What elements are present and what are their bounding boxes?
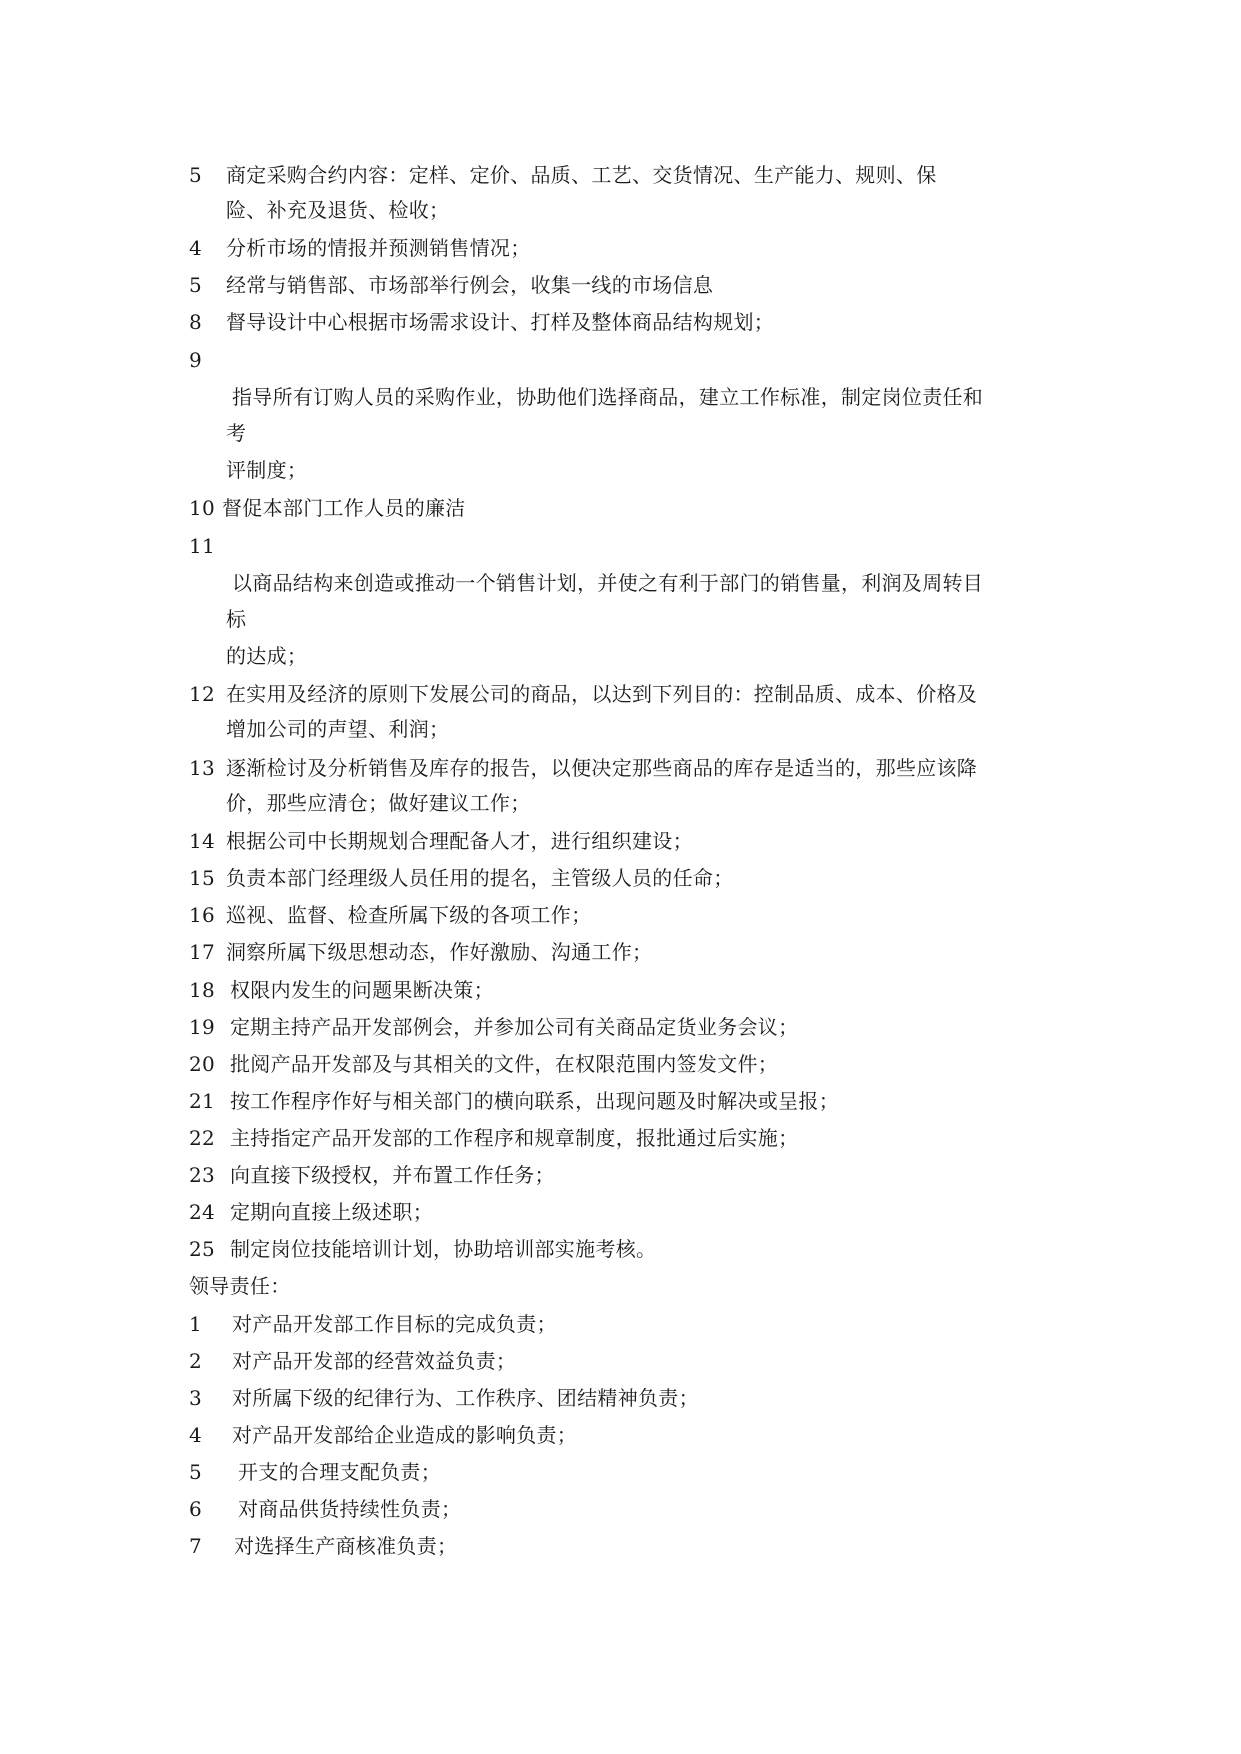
item-text: 对所属下级的纪律行为、工作秩序、团结精神负责； <box>232 1386 699 1410</box>
item-number: 4 <box>189 236 203 260</box>
item-text: 定期向直接上级述职； <box>230 1200 433 1224</box>
item-text: 负责本部门经理级人员任用的提名，主管级人员的任命； <box>226 866 734 890</box>
item-number: 16 <box>189 903 216 927</box>
item-number: 17 <box>189 940 216 964</box>
item-number: 5 <box>189 1460 203 1484</box>
item-number: 12 <box>189 682 216 706</box>
item-text: 增加公司的声望、利润； <box>226 717 450 741</box>
item-text: 对商品供货持续性负责； <box>238 1497 462 1521</box>
item-text: 根据公司中长期规划合理配备人才，进行组织建设； <box>226 829 693 853</box>
item-number: 3 <box>189 1386 203 1410</box>
item-number: 7 <box>189 1534 203 1558</box>
item-number: 10 <box>189 496 216 520</box>
item-text: 主持指定产品开发部的工作程序和规章制度，报批通过后实施； <box>230 1126 799 1150</box>
item-text: 批阅产品开发部及与其相关的文件，在权限范围内签发文件； <box>230 1052 779 1076</box>
item-text: 以商品结构来创造或推动一个销售计划，并使之有利于部门的销售量，利润及周转目 <box>232 571 984 595</box>
item-number: 13 <box>189 756 216 780</box>
item-text: 考 <box>226 421 247 445</box>
item-number: 14 <box>189 829 216 853</box>
item-text: 商定采购合约内容：定样、定价、品质、工艺、交货情况、生产能力、规则、保 <box>226 163 937 187</box>
item-text: 按工作程序作好与相关部门的横向联系，出现问题及时解决或呈报； <box>230 1089 839 1113</box>
item-number: 6 <box>189 1497 203 1521</box>
item-number: 22 <box>189 1126 216 1150</box>
item-text: 指导所有订购人员的采购作业，协助他们选择商品，建立工作标准，制定岗位责任和 <box>232 385 984 409</box>
item-text: 洞察所属下级思想动态，作好激励、沟通工作； <box>226 940 653 964</box>
item-text: 标 <box>226 607 247 631</box>
item-number: 11 <box>189 534 216 558</box>
item-number: 15 <box>189 866 216 890</box>
item-text: 在实用及经济的原则下发展公司的商品，以达到下列目的：控制品质、成本、价格及 <box>226 682 978 706</box>
item-text: 对产品开发部工作目标的完成负责； <box>232 1312 557 1336</box>
item-text: 制定岗位技能培训计划，协助培训部实施考核。 <box>230 1237 657 1261</box>
item-text: 对产品开发部给企业造成的影响负责； <box>232 1423 578 1447</box>
item-number: 18 <box>189 978 216 1002</box>
item-number: 23 <box>189 1163 216 1187</box>
item-text: 分析市场的情报并预测销售情况； <box>226 236 531 260</box>
item-text: 对产品开发部的经营效益负责； <box>232 1349 517 1373</box>
item-number: 2 <box>189 1349 203 1373</box>
item-text: 对选择生产商核准负责； <box>234 1534 458 1558</box>
item-number: 5 <box>189 163 203 187</box>
item-text: 的达成； <box>226 644 308 668</box>
leadership-heading: 领导责任： <box>189 1274 291 1298</box>
item-text: 开支的合理支配负责； <box>238 1460 441 1484</box>
item-text: 定期主持产品开发部例会，并参加公司有关商品定货业务会议； <box>230 1015 799 1039</box>
item-number: 24 <box>189 1200 216 1224</box>
item-number: 5 <box>189 273 203 297</box>
item-text: 经常与销售部、市场部举行例会，收集一线的市场信息 <box>226 273 714 297</box>
item-text: 权限内发生的问题果断决策； <box>230 978 494 1002</box>
item-number: 9 <box>189 348 203 372</box>
item-number: 4 <box>189 1423 203 1447</box>
item-text: 评制度； <box>226 458 308 482</box>
item-text: 价，那些应清仓；做好建议工作； <box>226 791 531 815</box>
item-text: 向直接下级授权，并布置工作任务； <box>230 1163 555 1187</box>
item-number: 21 <box>189 1089 216 1113</box>
item-number: 8 <box>189 310 203 334</box>
item-text: 险、补充及退货、检收； <box>226 198 450 222</box>
item-text: 督促本部门工作人员的廉洁 <box>222 496 466 520</box>
item-number: 19 <box>189 1015 216 1039</box>
item-number: 1 <box>189 1312 203 1336</box>
item-number: 20 <box>189 1052 216 1076</box>
item-text: 逐渐检讨及分析销售及库存的报告，以便决定那些商品的库存是适当的，那些应该降 <box>226 756 978 780</box>
item-text: 督导设计中心根据市场需求设计、打样及整体商品结构规划； <box>226 310 775 334</box>
item-text: 巡视、监督、检查所属下级的各项工作； <box>226 903 592 927</box>
item-number: 25 <box>189 1237 216 1261</box>
